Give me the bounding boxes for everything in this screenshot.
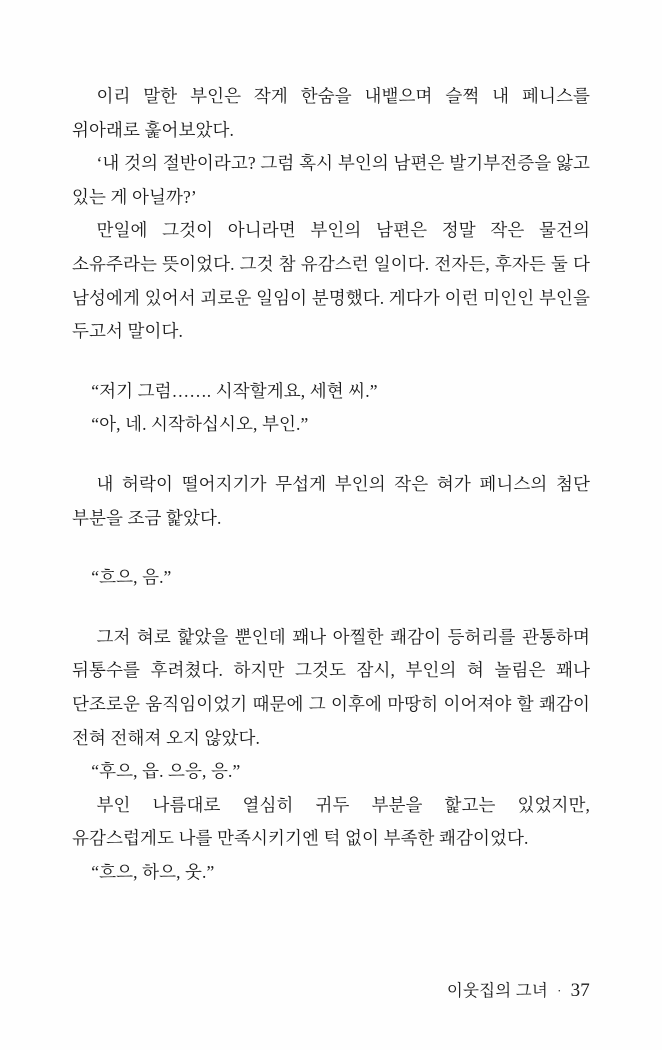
dialogue-block-1 [72,375,590,442]
paragraph-11: “흐으, 하으, 웃.” [91,861,215,882]
paragraph-1: 이리 말한 부인은 작게 한숨을 내뱉으며 슬쩍 내 페니스를 위아래로 훑어보았다. [72,86,590,140]
paragraph-3: 만일에 그것이 아니라면 부인의 남편은 정말 작은 물건의 소유주라는 뜻이었다. 그것 참 유감스런 일이다. 전자든, 후자든 둘 다 남성에게 있어서 괴로운 일임이 분명했다. 게다가 이런 미인인 부인을 두고서 말이다. [72,220,590,342]
page-number: 37 [570,980,590,1001]
dialogue-block-4 [72,856,590,890]
page-footer [447,977,590,1002]
paragraph-2: ‘내 것의 절반이라고? 그럼 혹시 부인의 남편은 발기부전증을 앓고 있는 게 아닐까?’ [72,153,590,207]
footer-separator: · [557,983,562,998]
paragraph-spacer-2 [72,442,590,468]
paragraph-8: 그저 혀로 핥았을 뿐인데 꽤나 아찔한 쾌감이 등허리를 관통하며 뒤통수를 후려쳤다. 하지만 그것도 잠시, 부인의 혀 놀림은 꽤나 단조로운 움직임이었기 때문에 그 이후에 마땅히 이어져야 할 쾌감이 전혀 전해져 오지 않았다. [72,626,590,748]
paragraph-4: “저기 그럼……. 시작할게요, 세현 씨.” [91,380,378,401]
paragraph-6: 내 허락이 떨어지기가 무섭게 부인의 작은 혀가 페니스의 첨단 부분을 조금 핥았다. [72,473,590,528]
page-body [72,80,590,889]
dialogue-block-2 [72,561,590,595]
paragraph-9: “후으, 읍. 으응, 응.” [91,761,241,782]
paragraph-5: “아, 네. 시작하십시오, 부인.” [91,414,309,435]
paragraph-spacer-3 [72,535,590,561]
paragraph-spacer-4 [72,595,590,621]
footer-book-title: 이웃집의 그녀 [446,981,549,1000]
dialogue-block-3 [72,755,590,789]
paragraph-7: “흐으, 음.” [91,567,172,588]
paragraph-spacer-1 [72,349,590,375]
paragraph-10: 부인 나름대로 열심히 귀두 부분을 핥고는 있었지만, 유감스럽게도 나를 만족시키기엔 턱 없이 부족한 쾌감이었다. [72,794,590,849]
